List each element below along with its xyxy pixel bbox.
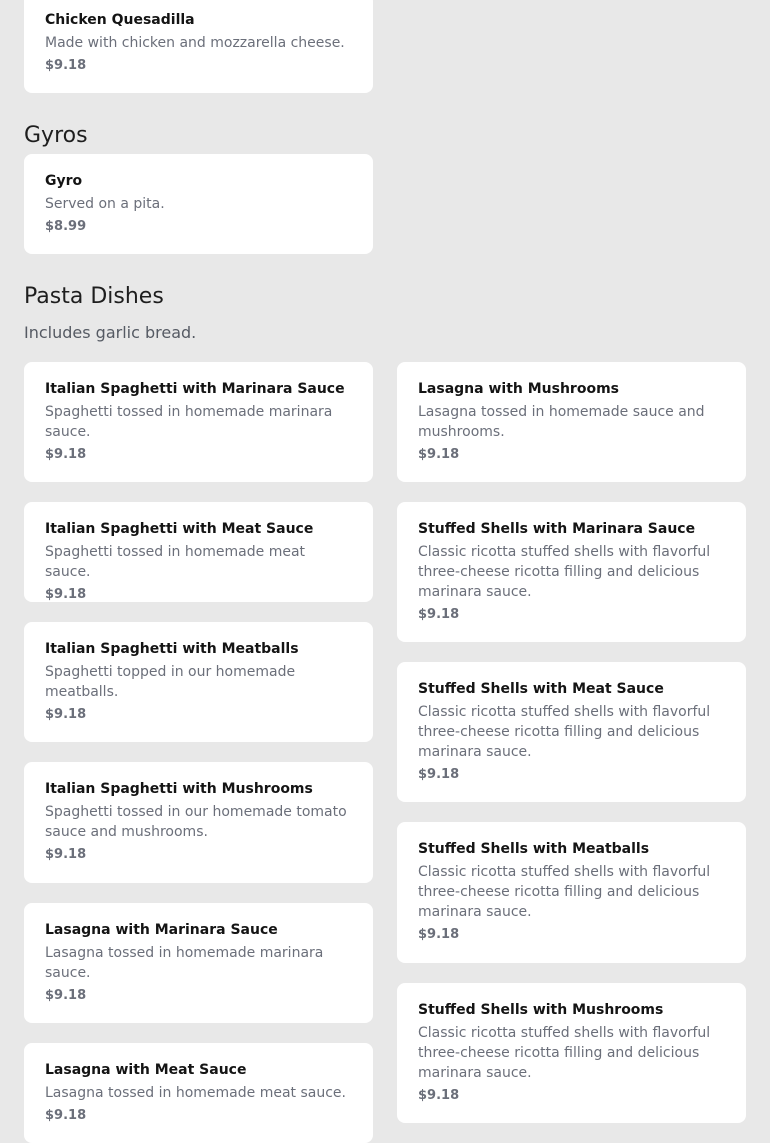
menu-item-card[interactable] bbox=[24, 762, 373, 883]
item-description: Spaghetti tossed in our homemade tomato sauce and mushrooms. bbox=[45, 804, 347, 840]
item-name: Chicken Quesadilla bbox=[45, 12, 195, 28]
item-description: Lasagna tossed in homemade marinara sauce. bbox=[45, 945, 324, 981]
item-name: Stuffed Shells with Marinara Sauce bbox=[418, 521, 696, 537]
item-price: $9.18 bbox=[45, 988, 87, 1003]
item-name: Lasagna with Mushrooms bbox=[418, 381, 619, 397]
section-title-gyros: Gyros bbox=[24, 123, 88, 148]
item-price: $9.18 bbox=[45, 847, 87, 862]
menu-item-card[interactable] bbox=[397, 822, 746, 963]
item-price: $9.18 bbox=[418, 1088, 460, 1103]
item-name: Italian Spaghetti with Mushrooms bbox=[45, 781, 313, 797]
item-price: $9.18 bbox=[45, 58, 87, 73]
section-subtitle: Includes garlic bread. bbox=[24, 323, 197, 342]
item-price: $9.18 bbox=[418, 447, 460, 462]
item-price: $9.18 bbox=[418, 607, 460, 622]
menu-item-card[interactable] bbox=[397, 662, 746, 802]
item-description: Spaghetti tossed in homemade marinara sauce. bbox=[45, 404, 333, 440]
item-price: $9.18 bbox=[418, 927, 460, 942]
item-name: Italian Spaghetti with Meatballs bbox=[45, 641, 299, 657]
item-name: Italian Spaghetti with Marinara Sauce bbox=[45, 381, 345, 397]
item-description: Classic ricotta stuffed shells with flavorful three-cheese ricotta filling and delicious marinara sauce. bbox=[418, 544, 711, 600]
item-description: Spaghetti topped in our homemade meatballs. bbox=[45, 664, 296, 700]
menu-item-card[interactable] bbox=[24, 622, 373, 742]
item-description: Served on a pita. bbox=[45, 196, 165, 212]
section-title-pasta: Pasta Dishes bbox=[24, 284, 164, 309]
item-name: Stuffed Shells with Meat Sauce bbox=[418, 681, 664, 697]
menu-item-card[interactable] bbox=[24, 154, 373, 254]
item-name: Stuffed Shells with Meatballs bbox=[418, 841, 650, 857]
item-name: Gyro bbox=[45, 173, 83, 189]
item-price: $9.18 bbox=[418, 767, 460, 782]
item-description: Lasagna tossed in homemade sauce and mushrooms. bbox=[418, 404, 705, 440]
menu-item-card[interactable] bbox=[397, 502, 746, 642]
item-name: Stuffed Shells with Mushrooms bbox=[418, 1002, 664, 1018]
item-name: Lasagna with Meat Sauce bbox=[45, 1062, 247, 1078]
item-description: Classic ricotta stuffed shells with flavorful three-cheese ricotta filling and delicious marinara sauce. bbox=[418, 1025, 711, 1081]
item-price: $8.99 bbox=[45, 219, 87, 234]
menu-item-card[interactable] bbox=[397, 362, 746, 482]
item-description: Spaghetti tossed in homemade meat sauce. bbox=[45, 544, 306, 580]
menu-item-card[interactable] bbox=[24, 1043, 373, 1143]
item-price: $9.18 bbox=[45, 707, 87, 722]
item-name: Lasagna with Marinara Sauce bbox=[45, 922, 278, 938]
menu-item-card[interactable] bbox=[24, 903, 373, 1023]
item-description: Classic ricotta stuffed shells with flavorful three-cheese ricotta filling and delicious marinara sauce. bbox=[418, 704, 711, 760]
item-description: Made with chicken and mozzarella cheese. bbox=[45, 35, 345, 51]
menu-item-card[interactable] bbox=[397, 983, 746, 1123]
item-price: $9.18 bbox=[45, 447, 87, 462]
item-description: Classic ricotta stuffed shells with flavorful three-cheese ricotta filling and delicious marinara sauce. bbox=[418, 864, 711, 920]
item-price: $9.18 bbox=[45, 587, 87, 602]
menu-item-card[interactable] bbox=[24, 0, 373, 93]
item-name: Italian Spaghetti with Meat Sauce bbox=[45, 521, 314, 537]
item-description: Lasagna tossed in homemade meat sauce. bbox=[45, 1085, 346, 1101]
menu-item-card[interactable] bbox=[24, 502, 373, 602]
item-price: $9.18 bbox=[45, 1108, 87, 1123]
menu-item-card[interactable] bbox=[24, 362, 373, 482]
